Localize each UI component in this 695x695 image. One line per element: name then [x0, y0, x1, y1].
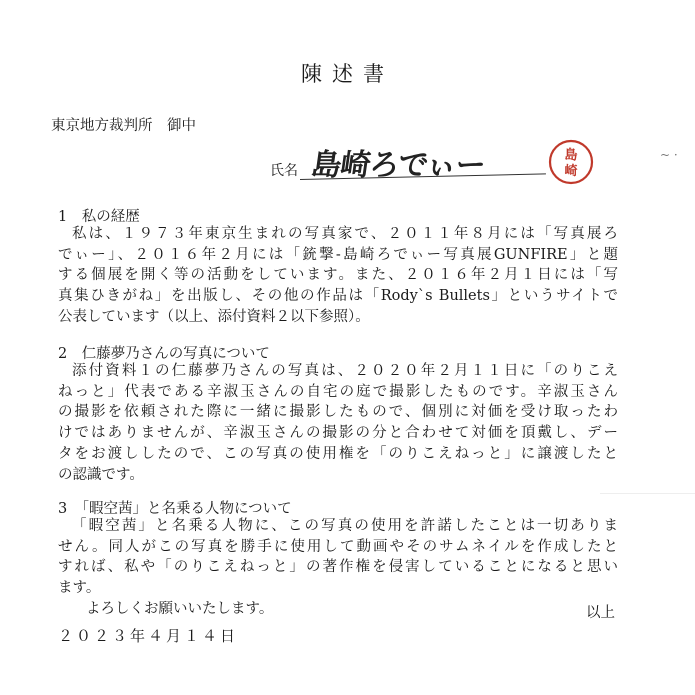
section-1-line: でぃー」、２０１６年２月には「銃撃-島崎ろでぃー写真展GUNFIRE」と題	[58, 246, 618, 263]
closing-remark: よろしくお願いいたします。	[86, 601, 274, 617]
section-1-line: 公表しています（以上、添付資料２以下参照）。	[58, 308, 370, 325]
section-2-line: けではありませんが、辛淑玉さんの撮影の分と合わせて対価を頂戴し、デー	[58, 425, 618, 442]
section-3-line: せん。同人がこの写真を勝手に使用して動画やそのサムネイルを作成したと	[58, 538, 618, 555]
section-3-line: すれば、私や「のりこえねっと」の著作権を侵害していることになると思い	[58, 559, 618, 576]
name-label: 氏名	[270, 163, 298, 179]
section-2-body	[58, 361, 618, 485]
section-3-body	[58, 516, 618, 599]
addressee: 東京地方裁判所 御中	[51, 118, 196, 134]
document-date: ２０２３年４月１４日	[58, 627, 239, 645]
document-title: 陳述書	[301, 62, 394, 86]
handwritten-signature: 島崎ろでぃー	[309, 148, 488, 183]
section-1-line: 真集ひきがね」を出版し、その他の作品は「Rody`s Bullets」というサイトで	[58, 288, 618, 305]
scan-artifact-mark: ~ ·	[660, 148, 678, 162]
section-3-line: 「暇空茜」と名乗る人物に、この写真の使用を許諾したことは一切ありま	[72, 518, 618, 534]
section-3-line: ます。	[58, 580, 101, 597]
section-2-line: の認識です。	[58, 466, 144, 483]
section-1-line: 私は、１９７３年東京生まれの写真家で、２０１１年８月には「写真展ろ	[72, 226, 618, 242]
section-1-line: する個展を開く等の活動をしています。また、２０１６年２月１日には「写	[58, 267, 618, 284]
section-2-line: ねっと」代表である辛淑玉さんの自宅の庭で撮影したものです。辛淑玉さん	[58, 383, 618, 400]
section-3-heading: 3 「暇空茜」と名乗る人物について	[58, 501, 292, 517]
section-2-line: タをお渡ししたので、この写真の使用権を「のりこえねっと」に譲渡したと	[58, 445, 618, 462]
scan-artifact-line	[600, 493, 695, 494]
ijo-end-mark: 以上	[586, 605, 615, 621]
section-1-body	[58, 224, 618, 328]
section-1-heading: 1 私の経歴	[58, 209, 140, 225]
svg-text:崎: 崎	[564, 164, 578, 179]
section-2-heading: 2 仁藤夢乃さんの写真について	[58, 346, 270, 362]
svg-text:島: 島	[564, 148, 578, 163]
section-2-line: 添付資料１の仁藤夢乃さんの写真は、２０２０年２月１１日に「のりこえ	[72, 363, 618, 379]
section-2-line: の撮影を依頼された際に一緒に撮影したもので、個別に対価を受け取ったわ	[58, 404, 618, 421]
name-seal-stamp	[547, 138, 595, 186]
